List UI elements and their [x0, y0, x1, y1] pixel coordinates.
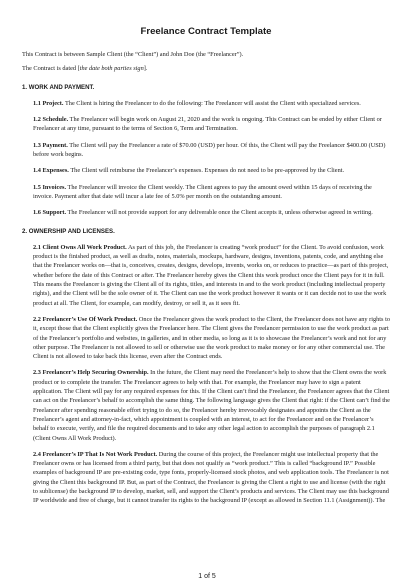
intro-date-suffix: ]. [143, 65, 148, 73]
page-number: 1 of 5 [198, 572, 216, 580]
clause-label: 2.4 Freelancer’s IP That Is Not Work Product. [33, 450, 158, 458]
clause-2-1 [33, 243, 390, 308]
clause-1-1 [33, 99, 390, 108]
section-heading-work-payment: 1. WORK AND PAYMENT. [22, 83, 95, 91]
clause-2-2 [33, 315, 390, 361]
clause-text: Once the Freelancer gives the work product to the Client, the Freelancer does not have any rights to it, except those that the Client explicitly gives the Freelancer here. The Client gives the Freelancer permission to use the work product as part of the Freelancer’s portfolio and websites, in galleries, and in other media, so long as it is to showcase the Freelancer’s work and not for any other purpose. The Freelancer is not allowed to sell or otherwise use the work product to make money or for any other commercial use. The Client is not allowed to take back this license, even after the Contract ends. [33, 315, 390, 361]
clause-label: 2.2 Freelancer’s Use Of Work Product. [33, 315, 138, 323]
clause-label: 1.5 Invoices. [33, 183, 67, 191]
clause-label: 1.4 Expenses. [33, 167, 69, 175]
clause-1-5 [33, 183, 390, 202]
section-heading-ownership-licenses: 2. OWNERSHIP AND LICENSES. [22, 227, 115, 235]
intro-parties: This Contract is between Sample Client (the “Client”) and John Doe (the “Freelancer”). [22, 51, 244, 58]
clause-label: 2.3 Freelancer’s Help Securing Ownership. [33, 369, 149, 377]
intro-date [22, 64, 390, 73]
clause-label: 1.3 Payment. [33, 141, 68, 149]
document-title: Freelance Contract Template [140, 26, 272, 37]
clause-text: The Client will pay the Freelancer a rate of $70.00 (USD) per hour. Of this, the Client will pay the Freelancer $400.00 (USD) before work begins. [33, 141, 386, 159]
clause-2-3 [33, 368, 390, 442]
clause-1-3 [33, 141, 390, 160]
clause-text: The Freelancer will not provide support for any deliverable once the Client accepts it, unless otherwise agreed in writing. [66, 209, 373, 217]
clause-label: 1.6 Support. [33, 209, 67, 217]
clause-text: During the course of this project, the Freelancer might use intellectual property that the Freelancer owns or has licensed from a third party, but that does not qualify as “work product.” This is called “background IP.” Possible examples of background IP are pre-existing code, type fonts, properly-licensed stock photos, and web application tools. The Freelancer is not giving the Client this background IP. But, as part of the Contract, the Freelancer is giving the Client a right to use and license (with the right to sublicense) the background IP to develop, market, sell, and support the Client’s products and services. The Client may use this background IP worldwide and free of charge, but it cannot transfer its rights to the background IP (except as allowed in Section 11.1 (Assignment)). The [33, 450, 389, 505]
clause-label: 1.2 Schedule. [33, 116, 69, 124]
clause-text: In the future, the Client may need the Freelancer’s help to show that the Client owns the work product or to complete the transfer. The Freelancer agrees to help with that. For example, the Freelancer may have to sign a patent application. The Client will pay for any required expenses for this. If the Client can’t find the Freelancer, the Freelancer agrees that the Client can act on the Freelancer’s behalf to accomplish the same thing. The following language gives the Client that right: if the Client can’t find the Freelancer after spending reasonable effort trying to do so, the Freelancer hereby irrevocably designates and appoints the Client as the Freelancer’s agent and attorney-in-fact, which appointment is coupled with an interest, to act for the Freelancer and on the Freelancer’s behalf to execute, verify, and file the required documents and to take any other legal action to accomplish the purposes of paragraph 2.1 (Client Owns All Work Product). [33, 369, 390, 442]
clause-text: The Freelancer will begin work on August 21, 2020 and the work is ongoing. This Contract can be ended by either Client or Freelancer at any time, pursuant to the terms of Section 6, Term and Termination. [33, 116, 382, 133]
clause-2-4 [33, 450, 390, 506]
clause-text: As part of this job, the Freelancer is creating “work product” for the Client. To avoid confusion, work product is the finished product, as well as drafts, notes, materials, mockups, hardware, designs, inventions, patents, code, and anything else that the Freelancer works on—that is, conceives, creates, designs, develops, invents, works on, or reduces to practice—as part of this project, whether before the date of this Contract or after. The Freelancer hereby gives the Client this work product once the Client pays for it in full. This means the Freelancer is giving the Client all of its rights, titles, and interests in and to the work product (including intellectual property rights), and the Client will be the sole owner of it. The Client can use the work product however it wants or it can decide not to use the work product at all. The Client, for example, can modify, destroy, or sell it, as it sees fit. [33, 243, 389, 307]
clause-1-2 [33, 115, 390, 134]
clause-1-4 [33, 166, 390, 175]
clause-label: 1.1 Project. [33, 99, 64, 107]
intro-date-blank: the date both parties sign [79, 65, 144, 73]
clause-text: The Client is hiring the Freelancer to do the following: The Freelancer will assist the Client with specialized services. [63, 99, 361, 107]
clause-label: 2.1 Client Owns All Work Product. [33, 243, 127, 251]
clause-text: The Client will reimburse the Freelancer’s expenses. Expenses do not need to be pre-approved by the Client. [68, 167, 345, 175]
intro-date-prefix: The Contract is dated [ [22, 65, 80, 73]
clause-text: The Freelancer will invoice the Client weekly. The Client agrees to pay the amount owed within 15 days of receiving the invoice. Payment after that date will incur a late fee of 5.0% per month on the outstanding amount. [33, 183, 372, 200]
clause-1-6 [33, 208, 390, 217]
